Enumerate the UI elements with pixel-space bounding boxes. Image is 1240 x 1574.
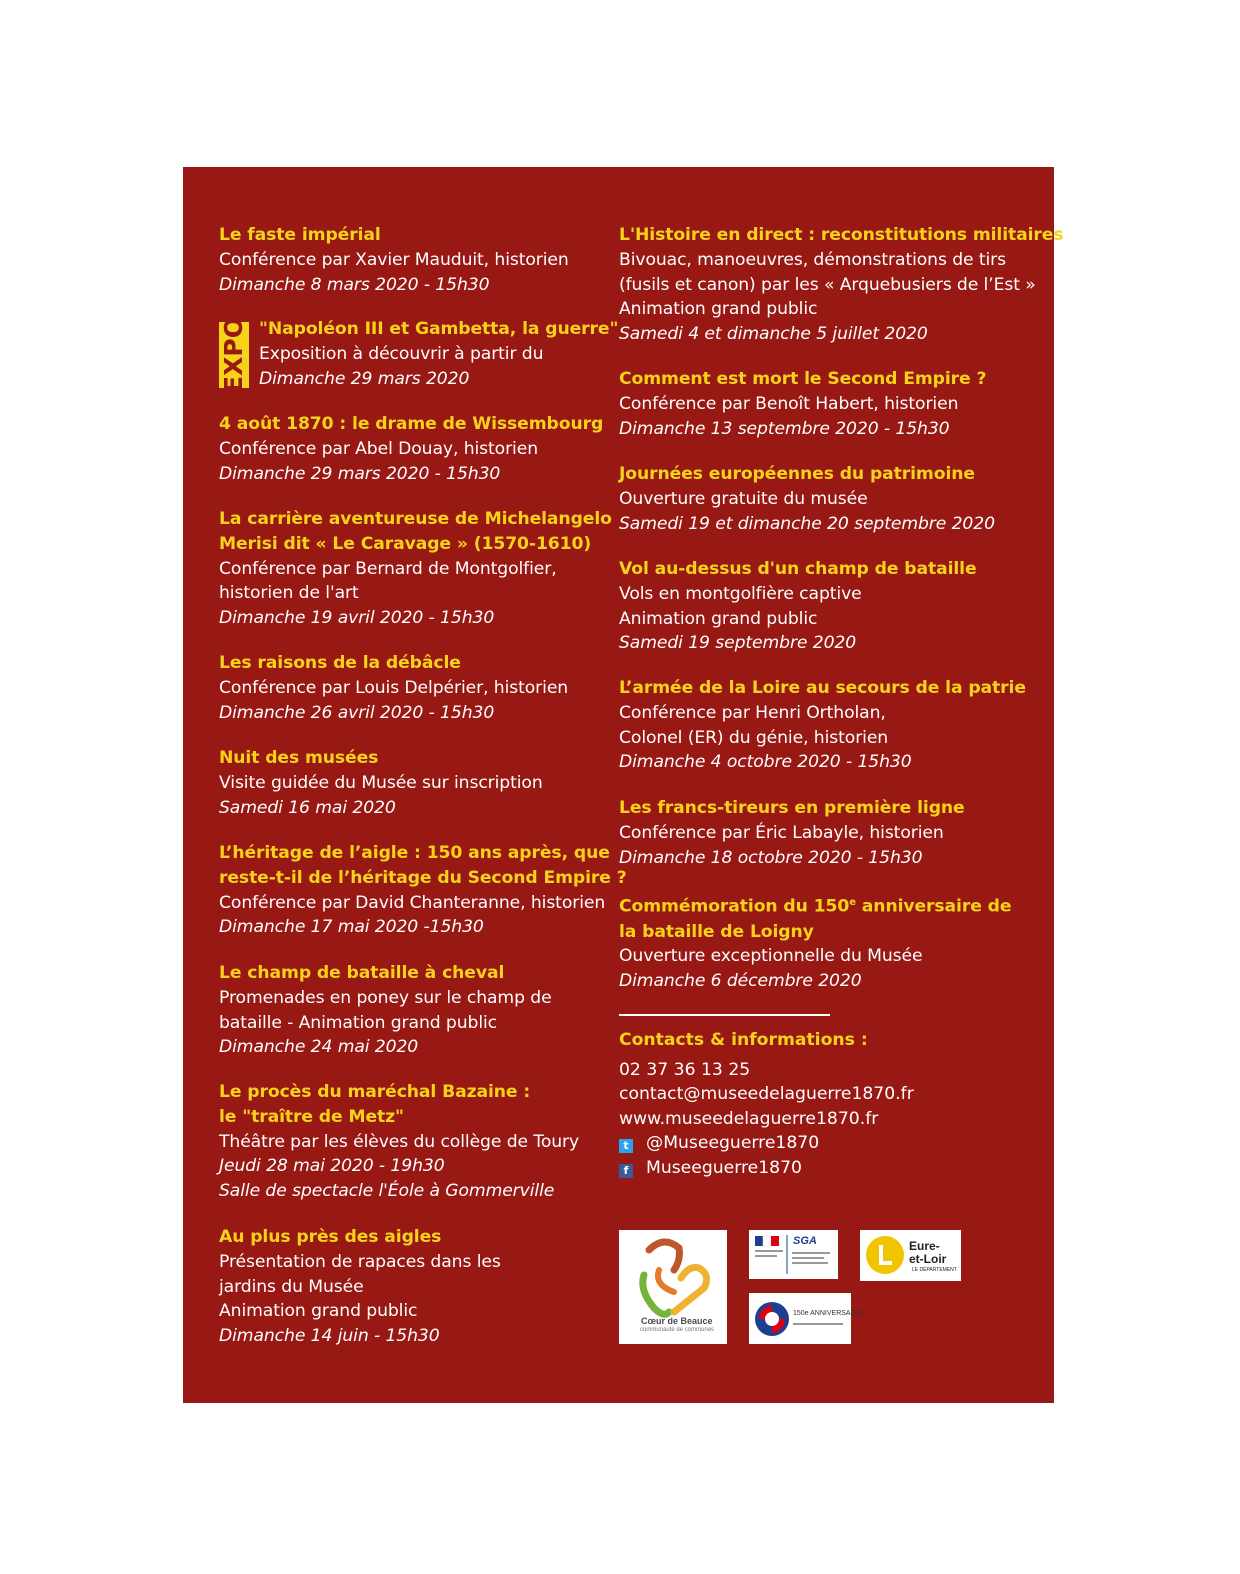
anniversaire-150-logo xyxy=(749,1293,863,1344)
event-date: Dimanche 14 juin - 15h30 xyxy=(219,1326,440,1347)
coeur-de-beauce-sub: communauté de communes xyxy=(640,1327,715,1333)
event-title: L'Histoire en direct : reconstitutions militaires xyxy=(619,225,1064,245)
event-date: Dimanche 29 mars 2020 xyxy=(259,368,470,389)
coeur-de-beauce-logo xyxy=(619,1230,727,1344)
event-date: Samedi 4 et dimanche 5 juillet 2020 xyxy=(619,324,928,345)
event-description: Vols en montgolfière captive xyxy=(619,583,862,604)
event-description: Présentation de rapaces dans les xyxy=(219,1251,501,1272)
twitter-link[interactable] xyxy=(619,1131,819,1156)
event-description: Conférence par Xavier Mauduit, historien xyxy=(219,249,569,270)
event-date: Dimanche 4 octobre 2020 - 15h30 xyxy=(619,752,912,773)
event-date: Dimanche 8 mars 2020 - 15h30 xyxy=(219,274,490,295)
expo-label: EXPO xyxy=(219,317,248,393)
right-event xyxy=(619,223,1063,347)
event-description: historien de l'art xyxy=(219,583,359,604)
event-date: Dimanche 26 avril 2020 - 15h30 xyxy=(219,702,495,723)
event-description: Animation grand public xyxy=(619,608,818,629)
event-title: la bataille de Loigny xyxy=(619,921,814,942)
event-description: Bivouac, manoeuvres, démonstrations de tirs xyxy=(619,249,1006,270)
coeur-de-beauce-name: Cœur de Beauce xyxy=(641,1316,713,1326)
event-description: Ouverture exceptionnelle du Musée xyxy=(619,946,923,967)
event-description: Conférence par Abel Douay, historien xyxy=(219,438,538,459)
event-date: Jeudi 28 mai 2020 - 19h30 xyxy=(219,1156,445,1177)
left-event xyxy=(219,961,552,1060)
facebook-handle: Museeguerre1870 xyxy=(646,1158,802,1178)
event-description: Promenades en poney sur le champ de xyxy=(219,987,552,1008)
left-event xyxy=(219,651,568,725)
event-title: reste-t-il de l’héritage du Second Empire ? xyxy=(219,867,627,888)
facebook-icon: f xyxy=(619,1164,633,1178)
event-description: Visite guidée du Musée sur inscription xyxy=(219,772,543,793)
facebook-link[interactable] xyxy=(619,1156,802,1181)
event-title: Au plus près des aigles xyxy=(219,1227,442,1247)
event-title: Le champ de bataille à cheval xyxy=(219,963,505,983)
anniversaire-label: 150e ANNIVERSAIRE xyxy=(793,1310,863,1317)
event-title: L’armée de la Loire au secours de la patrie xyxy=(619,678,1026,698)
event-date: Dimanche 17 mai 2020 -15h30 xyxy=(219,917,484,938)
event-date: Samedi 19 et dimanche 20 septembre 2020 xyxy=(619,513,995,534)
event-description: Théâtre par les élèves du collège de Toury xyxy=(219,1131,580,1152)
left-event xyxy=(219,1225,501,1349)
event-title: Le procès du maréchal Bazaine : xyxy=(219,1082,531,1102)
event-date: Dimanche 18 octobre 2020 - 15h30 xyxy=(619,847,923,868)
twitter-handle: @Museeguerre1870 xyxy=(646,1133,820,1153)
event-date: Samedi 16 mai 2020 xyxy=(219,797,396,818)
expo-tag xyxy=(219,317,249,393)
event-title: L’héritage de l’aigle : 150 ans après, que xyxy=(219,843,610,863)
event-description: Conférence par Éric Labayle, historien xyxy=(619,822,944,843)
left-event xyxy=(219,1080,579,1204)
event-date: Dimanche 24 mai 2020 xyxy=(219,1037,419,1058)
right-event xyxy=(619,676,1026,775)
event-title: le "traître de Metz" xyxy=(219,1106,404,1127)
event-description: Conférence par Henri Ortholan, xyxy=(619,702,886,723)
event-description: Exposition à découvrir à partir du xyxy=(259,343,544,364)
right-event xyxy=(619,557,977,656)
event-title: La carrière aventureuse de Michelangelo xyxy=(219,509,612,529)
event-date: Dimanche 29 mars 2020 - 15h30 xyxy=(219,463,501,484)
event-date: Dimanche 19 avril 2020 - 15h30 xyxy=(219,608,495,629)
event-description: Conférence par Benoît Habert, historien xyxy=(619,393,959,414)
event-description: bataille - Animation grand public xyxy=(219,1012,498,1033)
event-title: Nuit des musées xyxy=(219,748,379,768)
eure-et-loir-line1: Eure- xyxy=(909,1239,940,1253)
left-event xyxy=(219,412,603,486)
anniversary-medallion-icon xyxy=(749,1293,851,1344)
event-title: Les francs-tireurs en première ligne xyxy=(619,798,965,818)
event-description: Conférence par Louis Delpérier, historien xyxy=(219,677,569,698)
event-title: Merisi dit « Le Caravage » (1570-1610) xyxy=(219,533,592,554)
event-description: Colonel (ER) du génie, historien xyxy=(619,727,889,748)
contacts-heading: Contacts & informations : xyxy=(619,1030,868,1050)
event-description: Conférence par David Chanteranne, historien xyxy=(219,892,606,913)
right-event xyxy=(619,891,1011,994)
event-title: Le faste impérial xyxy=(219,225,381,245)
event-description: Conférence par Bernard de Montgolfier, xyxy=(219,558,557,579)
event-title: Vol au-dessus d'un champ de bataille xyxy=(619,559,977,579)
separator-line xyxy=(619,1014,830,1016)
event-title: Journées européennes du patrimoine xyxy=(619,464,975,484)
event-date: Samedi 19 septembre 2020 xyxy=(619,633,857,654)
twitter-icon: t xyxy=(619,1139,633,1153)
event-date: Salle de spectacle l'Éole à Gommerville xyxy=(219,1181,555,1202)
ministere-sga-logo xyxy=(749,1230,838,1279)
event-title: Les raisons de la débâcle xyxy=(219,653,461,673)
contact-phone: 02 37 36 13 25 xyxy=(619,1060,751,1080)
left-event xyxy=(219,507,612,631)
left-event xyxy=(219,223,569,297)
event-description: Animation grand public xyxy=(619,299,818,320)
event-title: Comment est mort le Second Empire ? xyxy=(619,369,987,389)
event-description: jardins du Musée xyxy=(219,1276,364,1297)
event-description: Ouverture gratuite du musée xyxy=(619,488,868,509)
event-date: Dimanche 13 septembre 2020 - 15h30 xyxy=(619,418,950,439)
event-description: Animation grand public xyxy=(219,1301,418,1322)
contact-website[interactable]: www.museedelaguerre1870.fr xyxy=(619,1109,879,1129)
right-event xyxy=(619,367,986,441)
event-title: 4 août 1870 : le drame de Wissembourg xyxy=(219,414,604,434)
eure-et-loir-logo xyxy=(860,1230,961,1281)
event-description: (fusils et canon) par les « Arquebusiers de l’Est » xyxy=(619,274,1036,295)
eure-et-loir-line2: et-Loir xyxy=(909,1252,947,1266)
event-title: "Napoléon III et Gambetta, la guerre" xyxy=(259,319,619,339)
right-event xyxy=(619,462,995,536)
left-event xyxy=(219,841,627,940)
right-event xyxy=(619,796,965,870)
left-event xyxy=(219,746,543,820)
event-date: Dimanche 6 décembre 2020 xyxy=(619,971,862,992)
eure-et-loir-sub: LE DÉPARTEMENT xyxy=(912,1267,957,1273)
left-event xyxy=(259,317,618,391)
contact-email[interactable]: contact@museedelaguerre1870.fr xyxy=(619,1084,914,1104)
event-title: Commémoration du 150e anniversaire de xyxy=(619,896,1012,917)
sga-label: SGA xyxy=(793,1235,817,1247)
